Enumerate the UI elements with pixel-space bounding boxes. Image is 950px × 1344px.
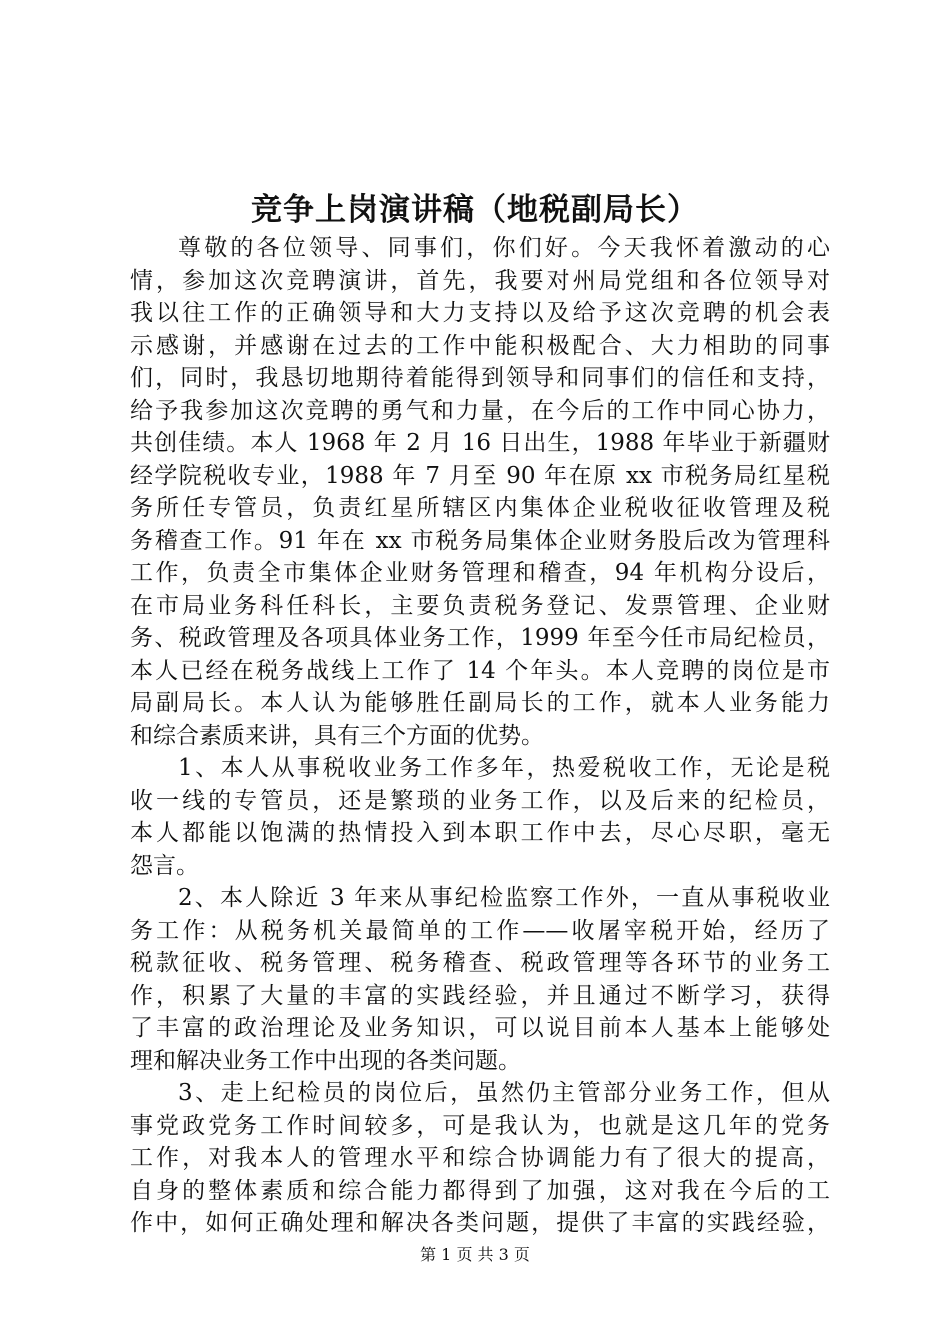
text-line: 了丰富的政治理论及业务知识，可以说目前本人基本上能够处 [130,1015,830,1041]
text-line: 经学院税收专业，1988 年 7 月至 90 年在原 xx 市税务局红星税 [130,462,830,489]
text-line: 工作，负责全市集体企业财务管理和稽查，94 年机构分设后， [130,560,830,586]
text-line: 和综合素质来讲，具有三个方面的优势。 [130,722,544,749]
text-line: 3、走上纪检员的岗位后，虽然仍主管部分业务工作，但从 [178,1080,830,1106]
text-line: 务工作：从税务机关最简单的工作——收屠宰税开始，经历了 [130,917,830,944]
paragraph [130,1077,830,1240]
text-line: 本人都能以饱满的热情投入到本职工作中去，尽心尽职，毫无 [130,820,830,846]
text-line: 尊敬的各位领导、同事们，你们好。今天我怀着激动的心 [178,235,830,261]
text-line: 共创佳绩。本人 1968 年 2 月 16 日出生，1988 年毕业于新疆财 [130,430,830,456]
text-line: 给予我参加这次竞聘的勇气和力量，在今后的工作中同心协力， [130,397,830,424]
text-line: 自身的整体素质和综合能力都得到了加强，这对我在今后的工 [130,1177,830,1204]
text-line: 工作，对我本人的管理水平和综合协调能力有了很大的提高， [130,1145,830,1171]
text-line: 作，积累了大量的丰富的实践经验，并且通过不断学习，获得 [130,982,830,1009]
text-line: 情，参加这次竞聘演讲，首先，我要对州局党组和各位领导对 [130,267,830,294]
text-line: 1、本人从事税收业务工作多年，热爱税收工作，无论是税 [178,755,830,781]
text-line: 我以往工作的正确领导和大力支持以及给予这次竞聘的机会表 [130,300,830,326]
text-line: 作中，如何正确处理和解决各类问题，提供了丰富的实践经验， [130,1210,830,1236]
text-line: 怨言。 [130,852,199,879]
page-footer: 第 1 页 共 3 页 [420,1245,530,1264]
paragraph [130,752,830,882]
text-line: 们，同时，我恳切地期待着能得到领导和同事们的信任和支持， [130,365,830,391]
text-line: 务、税政管理及各项具体业务工作，1999 年至今任市局纪检员， [130,625,830,651]
text-line: 2、本人除近 3 年来从事纪检监察工作外，一直从事税收业 [178,885,830,911]
text-line: 务所任专管员，负责红星所辖区内集体企业税收征收管理及税 [130,495,830,521]
paragraph [130,882,830,1077]
text-line: 事党政党务工作时间较多，可是我认为，也就是这几年的党务 [130,1112,830,1139]
document-body [130,232,830,1240]
text-line: 局副局长。本人认为能够胜任副局长的工作，就本人业务能力 [130,690,830,716]
text-line: 本人已经在税务战线上工作了 14 个年头。本人竞聘的岗位是市 [130,657,830,684]
paragraph [130,232,830,752]
text-line: 在市局业务科任科长，主要负责税务登记、发票管理、企业财 [130,592,830,619]
text-line: 务稽查工作。91 年在 xx 市税务局集体企业财务股后改为管理科 [130,527,830,554]
document-title: 竞争上岗演讲稿（地税副局长） [251,192,699,228]
text-line: 示感谢，并感谢在过去的工作中能积极配合、大力相助的同事 [130,332,830,359]
text-line: 收一线的专管员，还是繁琐的业务工作，以及后来的纪检员， [130,787,830,814]
text-line: 理和解决业务工作中出现的各类问题。 [130,1047,521,1074]
text-line: 税款征收、税务管理、税务稽查、税政管理等各环节的业务工 [130,950,830,976]
